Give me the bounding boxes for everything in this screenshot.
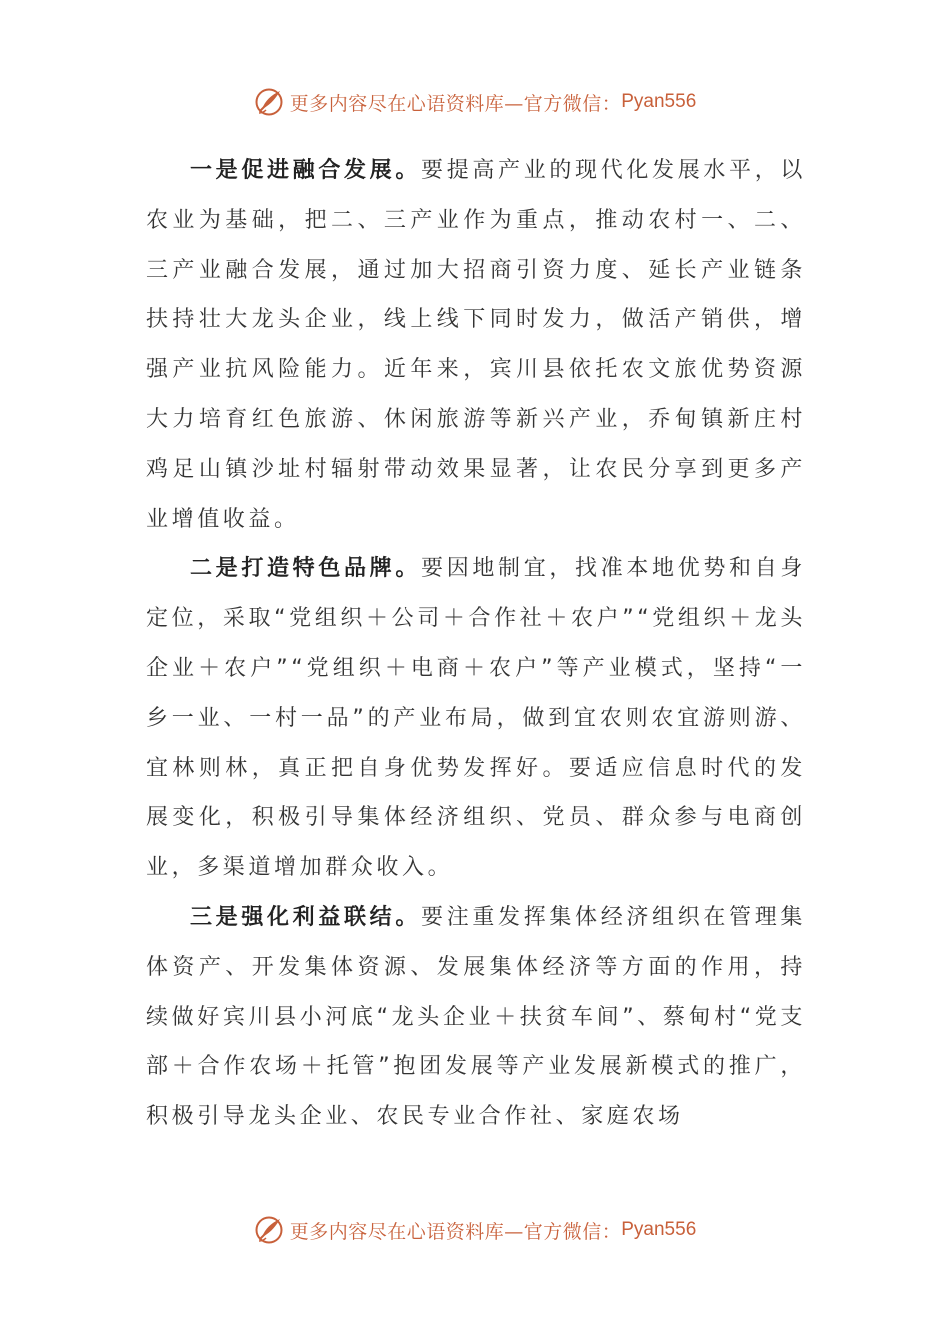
header-wechat-id: Pyan556 [621, 91, 697, 112]
paragraph-1-lead: 一是促进融合发展。 [190, 158, 422, 183]
footer-wechat-id: Pyan556 [621, 1219, 697, 1240]
paragraph-3 [146, 893, 806, 1142]
header-banner [0, 82, 950, 122]
quill-pen-logo-icon [254, 87, 284, 117]
header-brand-text: 更多内容尽在心语资料库—官方微信： [289, 92, 622, 115]
paragraph-3-body: 要注重发挥集体经济组织在管理集体资产、开发集体资源、发展集体经济等方面的作用，持续做好宾川县小河底“龙头企业＋扶贫车间”、蔡甸村“党支部＋合作农场＋托管”抱团发展等产业发展新模式的推广，积极引导龙头企业、农民专业合作社、家庭农场 [146, 904, 806, 1130]
document-body [146, 146, 806, 1142]
paragraph-2-lead: 二是打造特色品牌。 [190, 556, 422, 582]
footer-brand-text: 更多内容尽在心语资料库—官方微信： [289, 1220, 622, 1243]
paragraph-3-lead: 三是强化利益联结。 [190, 904, 422, 930]
quill-pen-logo-icon [254, 1215, 284, 1245]
paragraph-1 [146, 146, 806, 544]
footer-banner [0, 1210, 950, 1250]
paragraph-2 [146, 544, 806, 893]
paragraph-2-body: 要因地制宜，找准本地优势和自身定位，采取“党组织＋公司＋合作社＋农户”“党组织＋龙头企业＋农户”“党组织＋电商＋农户”等产业模式，坚持“一乡一业、一村一品”的产业布局，做到宜农则农宜游则游、宜林则林，真正把自身优势发挥好。要适应信息时代的发展变化，积极引导集体经济组织、党员、群众参与电商创业，多渠道增加群众收入。 [146, 556, 806, 881]
paragraph-1-body: 要提高产业的现代化发展水平，以农业为基础，把二、三产业作为重点，推动农村一、二、三产业融合发展，通过加大招商引资力度、延长产业链条扶持壮大龙头企业，线上线下同时发力，做活产销供，增强产业抗风险能力。近年来，宾川县依托农文旅优势资源大力培育红色旅游、休闲旅游等新兴产业，乔甸镇新庄村鸡足山镇沙址村辐射带动效果显著，让农民分享到更多产业增值收益。 [146, 158, 806, 532]
